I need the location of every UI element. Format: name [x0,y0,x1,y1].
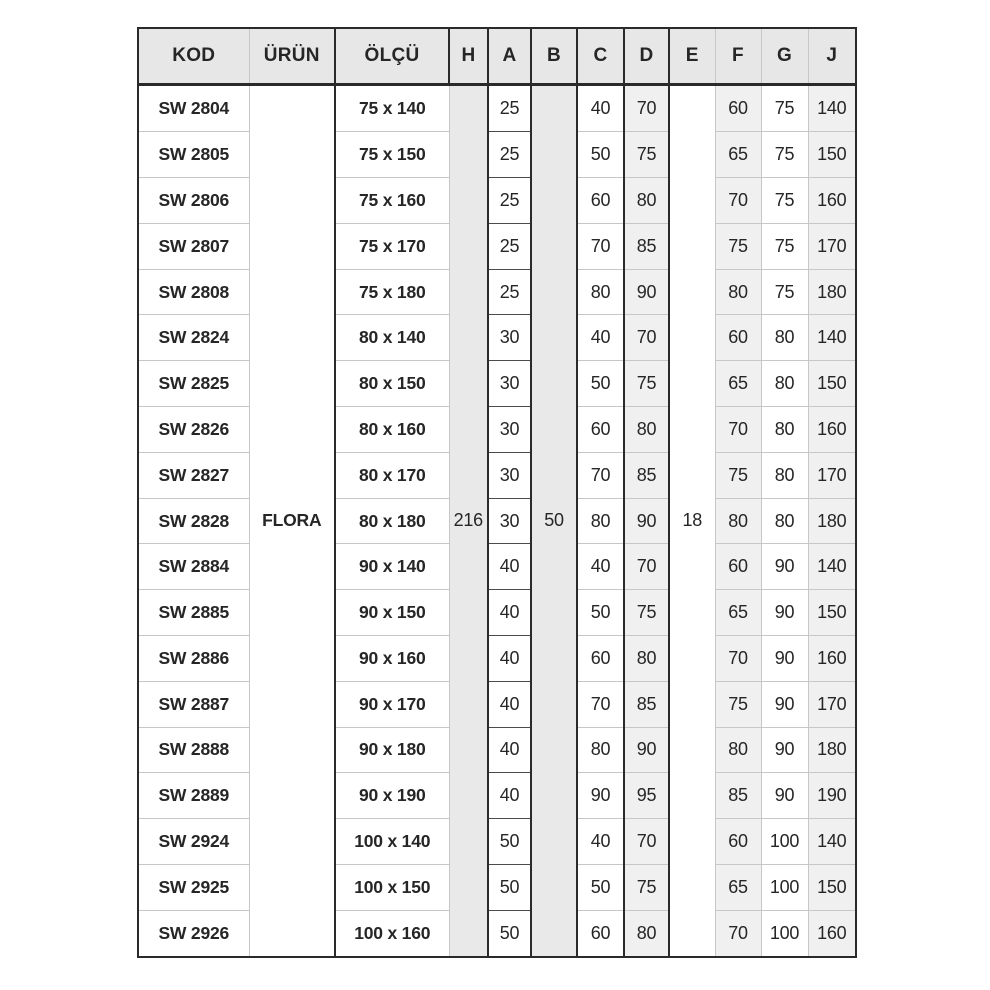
cell-olcu: 100 x 150 [335,864,449,910]
cell-a: 40 [488,681,531,727]
cell-j: 150 [808,864,856,910]
cell-d: 80 [624,635,669,681]
cell-j: 170 [808,681,856,727]
col-header-urun: ÜRÜN [249,28,335,84]
cell-j: 180 [808,498,856,544]
table-row [138,819,856,865]
product-spec-table [137,27,857,958]
cell-olcu: 90 x 190 [335,773,449,819]
cell-f: 70 [715,407,761,453]
cell-j: 160 [808,178,856,224]
cell-e-merged: 18 [669,84,715,957]
cell-c: 80 [577,269,624,315]
cell-d: 70 [624,84,669,132]
cell-a: 25 [488,178,531,224]
cell-c: 60 [577,407,624,453]
cell-a: 30 [488,452,531,498]
cell-d: 85 [624,452,669,498]
cell-d: 80 [624,910,669,957]
cell-g: 90 [761,773,808,819]
cell-kod: SW 2825 [138,361,249,407]
cell-c: 50 [577,590,624,636]
cell-c: 60 [577,910,624,957]
table-row [138,727,856,773]
col-header-h: H [449,28,488,84]
table-row [138,132,856,178]
table-row [138,773,856,819]
cell-j: 170 [808,223,856,269]
cell-c: 40 [577,544,624,590]
col-header-b: B [531,28,577,84]
cell-f: 65 [715,361,761,407]
cell-g: 75 [761,84,808,132]
cell-f: 80 [715,498,761,544]
cell-kod: SW 2887 [138,681,249,727]
col-header-c: C [577,28,624,84]
cell-g: 90 [761,681,808,727]
cell-g: 75 [761,132,808,178]
cell-d: 95 [624,773,669,819]
cell-kod: SW 2885 [138,590,249,636]
cell-f: 75 [715,681,761,727]
cell-d: 90 [624,498,669,544]
cell-a: 30 [488,407,531,453]
cell-d: 75 [624,590,669,636]
cell-kod: SW 2924 [138,819,249,865]
cell-c: 70 [577,681,624,727]
cell-kod: SW 2888 [138,727,249,773]
cell-olcu: 90 x 170 [335,681,449,727]
cell-f: 75 [715,223,761,269]
cell-kod: SW 2889 [138,773,249,819]
cell-g: 90 [761,590,808,636]
cell-f: 80 [715,727,761,773]
cell-kod: SW 2807 [138,223,249,269]
cell-j: 190 [808,773,856,819]
cell-c: 70 [577,223,624,269]
cell-f: 85 [715,773,761,819]
cell-f: 60 [715,544,761,590]
cell-j: 150 [808,132,856,178]
cell-g: 90 [761,635,808,681]
cell-d: 75 [624,864,669,910]
cell-kod: SW 2828 [138,498,249,544]
cell-c: 50 [577,864,624,910]
cell-d: 90 [624,727,669,773]
cell-kod: SW 2805 [138,132,249,178]
cell-kod: SW 2926 [138,910,249,957]
cell-olcu: 75 x 180 [335,269,449,315]
cell-g: 100 [761,864,808,910]
cell-olcu: 80 x 140 [335,315,449,361]
table-row [138,910,856,957]
cell-c: 60 [577,635,624,681]
cell-g: 90 [761,544,808,590]
table-row [138,452,856,498]
cell-f: 65 [715,132,761,178]
cell-c: 50 [577,132,624,178]
cell-d: 75 [624,132,669,178]
cell-j: 150 [808,590,856,636]
cell-j: 180 [808,727,856,773]
cell-j: 140 [808,819,856,865]
cell-h-merged: 216 [449,84,488,957]
cell-d: 75 [624,361,669,407]
cell-a: 30 [488,498,531,544]
cell-g: 75 [761,269,808,315]
col-header-f: F [715,28,761,84]
cell-a: 25 [488,223,531,269]
cell-f: 70 [715,910,761,957]
table-row [138,315,856,361]
cell-kod: SW 2884 [138,544,249,590]
cell-f: 75 [715,452,761,498]
cell-f: 65 [715,590,761,636]
table-row [138,361,856,407]
cell-d: 70 [624,819,669,865]
cell-d: 85 [624,681,669,727]
cell-olcu: 90 x 180 [335,727,449,773]
cell-d: 80 [624,178,669,224]
table-row [138,178,856,224]
cell-kod: SW 2886 [138,635,249,681]
cell-kod: SW 2804 [138,84,249,132]
cell-f: 65 [715,864,761,910]
cell-a: 30 [488,361,531,407]
cell-d: 90 [624,269,669,315]
cell-g: 90 [761,727,808,773]
cell-olcu: 100 x 140 [335,819,449,865]
cell-kod: SW 2827 [138,452,249,498]
cell-olcu: 90 x 140 [335,544,449,590]
cell-j: 140 [808,315,856,361]
col-header-d: D [624,28,669,84]
cell-f: 60 [715,84,761,132]
cell-c: 70 [577,452,624,498]
cell-a: 40 [488,773,531,819]
cell-c: 90 [577,773,624,819]
cell-d: 70 [624,544,669,590]
cell-a: 40 [488,590,531,636]
cell-olcu: 80 x 150 [335,361,449,407]
col-header-e: E [669,28,715,84]
cell-f: 60 [715,819,761,865]
cell-g: 80 [761,407,808,453]
table-row [138,223,856,269]
cell-a: 25 [488,269,531,315]
table-row [138,590,856,636]
cell-j: 160 [808,407,856,453]
cell-a: 40 [488,635,531,681]
cell-c: 40 [577,84,624,132]
table-row [138,498,856,544]
cell-kod: SW 2925 [138,864,249,910]
cell-olcu: 75 x 170 [335,223,449,269]
cell-olcu: 80 x 160 [335,407,449,453]
cell-c: 80 [577,498,624,544]
cell-kod: SW 2806 [138,178,249,224]
cell-d: 85 [624,223,669,269]
cell-a: 50 [488,910,531,957]
cell-j: 140 [808,544,856,590]
col-header-olcu: ÖLÇÜ [335,28,449,84]
cell-a: 40 [488,727,531,773]
cell-olcu: 75 x 160 [335,178,449,224]
cell-g: 100 [761,819,808,865]
cell-c: 40 [577,819,624,865]
cell-j: 170 [808,452,856,498]
table-row [138,635,856,681]
cell-g: 80 [761,361,808,407]
table-row [138,544,856,590]
cell-olcu: 90 x 150 [335,590,449,636]
table-row [138,407,856,453]
cell-a: 50 [488,864,531,910]
cell-f: 80 [715,269,761,315]
cell-a: 50 [488,819,531,865]
cell-olcu: 90 x 160 [335,635,449,681]
cell-kod: SW 2826 [138,407,249,453]
col-header-kod: KOD [138,28,249,84]
cell-urun-merged: FLORA [249,84,335,957]
cell-d: 80 [624,407,669,453]
cell-g: 80 [761,498,808,544]
table-row [138,84,856,132]
cell-j: 140 [808,84,856,132]
cell-g: 75 [761,178,808,224]
cell-olcu: 80 x 170 [335,452,449,498]
cell-b-merged: 50 [531,84,577,957]
cell-g: 75 [761,223,808,269]
cell-j: 160 [808,635,856,681]
cell-c: 80 [577,727,624,773]
table-row [138,681,856,727]
cell-olcu: 75 x 150 [335,132,449,178]
cell-c: 50 [577,361,624,407]
cell-olcu: 80 x 180 [335,498,449,544]
col-header-g: G [761,28,808,84]
cell-a: 40 [488,544,531,590]
col-header-a: A [488,28,531,84]
cell-a: 30 [488,315,531,361]
header-row [138,28,856,84]
cell-f: 70 [715,635,761,681]
cell-j: 160 [808,910,856,957]
table-row [138,864,856,910]
cell-j: 180 [808,269,856,315]
cell-c: 40 [577,315,624,361]
table-row [138,269,856,315]
cell-a: 25 [488,132,531,178]
cell-a: 25 [488,84,531,132]
cell-c: 60 [577,178,624,224]
cell-olcu: 75 x 140 [335,84,449,132]
cell-g: 80 [761,452,808,498]
cell-kod: SW 2824 [138,315,249,361]
cell-olcu: 100 x 160 [335,910,449,957]
cell-d: 70 [624,315,669,361]
cell-j: 150 [808,361,856,407]
cell-f: 70 [715,178,761,224]
table-header [138,28,856,84]
table-body [138,84,856,957]
cell-g: 80 [761,315,808,361]
cell-kod: SW 2808 [138,269,249,315]
col-header-j: J [808,28,856,84]
cell-g: 100 [761,910,808,957]
cell-f: 60 [715,315,761,361]
